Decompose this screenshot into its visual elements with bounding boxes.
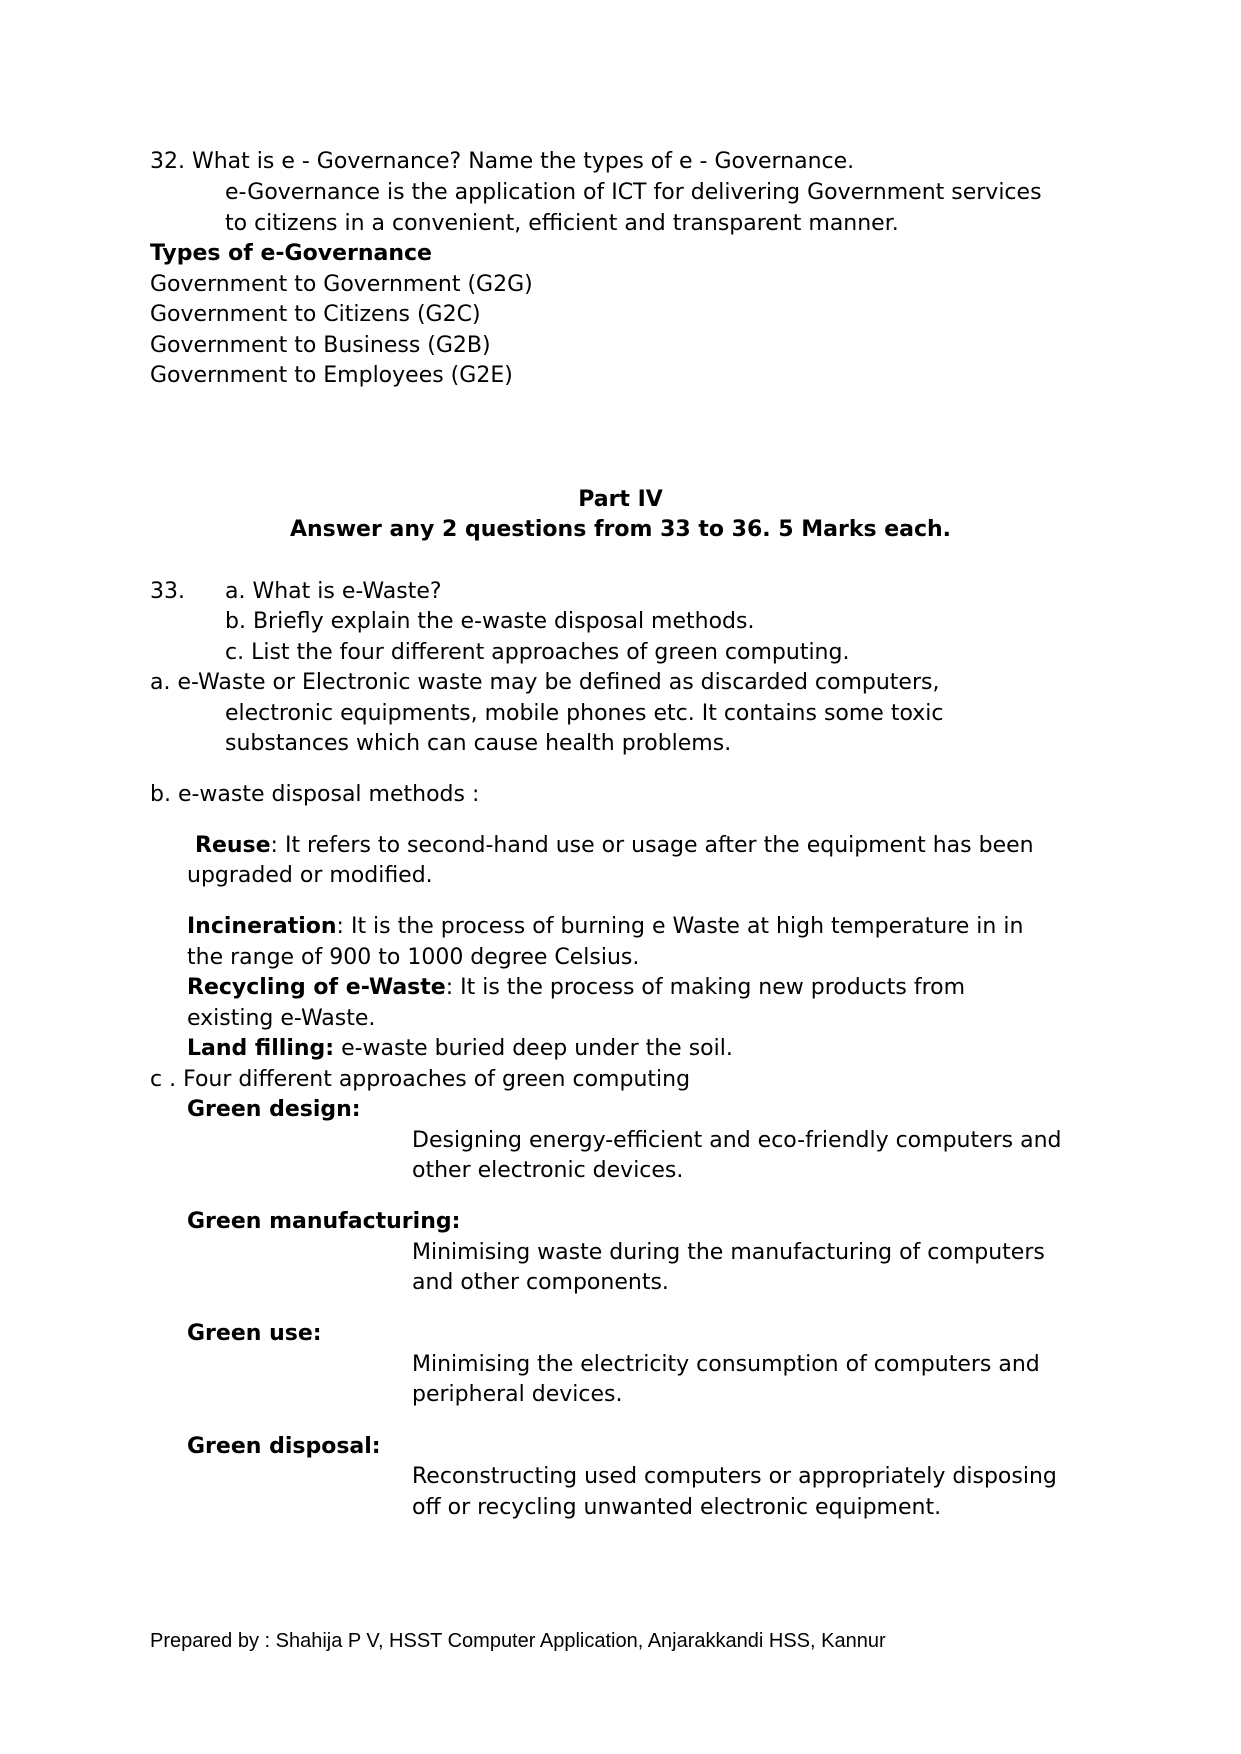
q33-answer-a-line-2: electronic equipments, mobile phones etc. It contains some toxic bbox=[225, 701, 944, 726]
q33-answer-a-line-3: substances which can cause health problems. bbox=[225, 731, 732, 756]
method-recycling-term: Recycling of e-Waste bbox=[187, 975, 446, 1000]
q32-question: 32. What is e - Governance? Name the types of e - Governance. bbox=[150, 149, 855, 174]
approach-green-use-term: Green use: bbox=[187, 1321, 322, 1346]
method-incineration-term: Incineration bbox=[187, 914, 337, 939]
q32-type-g2b: Government to Business (G2B) bbox=[150, 333, 491, 358]
approach-green-disposal-term: Green disposal: bbox=[187, 1434, 381, 1459]
approach-green-design-term: Green design: bbox=[187, 1097, 361, 1122]
q32-answer-line-1: e-Governance is the application of ICT for delivering Government services bbox=[225, 180, 1042, 205]
approach-green-design-line-1: Designing energy-efficient and eco-friendly computers and bbox=[412, 1128, 1062, 1153]
method-reuse bbox=[195, 830, 1034, 861]
approach-green-manufacturing-line-2: and other components. bbox=[412, 1270, 669, 1295]
part4-instruction: Answer any 2 questions from 33 to 36. 5 Marks each. bbox=[289, 517, 952, 542]
q32-type-g2c: Government to Citizens (G2C) bbox=[150, 302, 481, 327]
q33-sub-c: c. List the four different approaches of green computing. bbox=[225, 640, 850, 665]
q33-number: 33. bbox=[150, 579, 185, 604]
q33-answer-c-heading: c . Four different approaches of green computing bbox=[150, 1067, 691, 1092]
method-land-filling-text: e-waste buried deep under the soil. bbox=[334, 1036, 733, 1061]
method-land-filling-term: Land filling: bbox=[187, 1036, 335, 1061]
approach-green-design-line-2: other electronic devices. bbox=[412, 1158, 684, 1183]
method-incineration-text-2: the range of 900 to 1000 degree Celsius. bbox=[187, 945, 640, 970]
page-footer: Prepared by : Shahija P V, HSST Computer Application, Anjarakkandi HSS, Kannur bbox=[150, 1630, 886, 1652]
q33-answer-b-heading: b. e-waste disposal methods : bbox=[150, 782, 480, 807]
method-recycling bbox=[187, 972, 965, 1003]
q32-types-heading: Types of e-Governance bbox=[150, 241, 432, 266]
approach-green-use-line-2: peripheral devices. bbox=[412, 1382, 623, 1407]
method-reuse-text: : It refers to second-hand use or usage after the equipment has been bbox=[270, 833, 1034, 858]
method-recycling-text: : It is the process of making new products from bbox=[445, 975, 966, 1000]
method-incineration-text: : It is the process of burning e Waste at high temperature in in bbox=[336, 914, 1024, 939]
method-recycling-text-2: existing e-Waste. bbox=[187, 1006, 376, 1031]
approach-green-disposal-line-1: Reconstructing used computers or appropriately disposing bbox=[412, 1464, 1057, 1489]
q32-type-g2g: Government to Government (G2G) bbox=[150, 272, 533, 297]
q33-sub-a: a. What is e-Waste? bbox=[225, 579, 442, 604]
q32-answer-line-2: to citizens in a convenient, efficient and transparent manner. bbox=[225, 211, 899, 236]
q32-type-g2e: Government to Employees (G2E) bbox=[150, 363, 513, 388]
approach-green-use-line-1: Minimising the electricity consumption of computers and bbox=[412, 1352, 1040, 1377]
approach-green-manufacturing-line-1: Minimising waste during the manufacturing of computers bbox=[412, 1240, 1045, 1265]
method-reuse-term: Reuse bbox=[195, 833, 271, 858]
q33-sub-b: b. Briefly explain the e-waste disposal methods. bbox=[225, 609, 755, 634]
q33-answer-a-line-1: a. e-Waste or Electronic waste may be defined as discarded computers, bbox=[150, 670, 940, 695]
part4-title: Part IV bbox=[578, 487, 663, 512]
method-incineration bbox=[187, 911, 1023, 942]
method-reuse-text-2: upgraded or modified. bbox=[187, 863, 433, 888]
approach-green-disposal-line-2: off or recycling unwanted electronic equipment. bbox=[412, 1495, 942, 1520]
method-land-filling bbox=[187, 1033, 733, 1064]
approach-green-manufacturing-term: Green manufacturing: bbox=[187, 1209, 461, 1234]
